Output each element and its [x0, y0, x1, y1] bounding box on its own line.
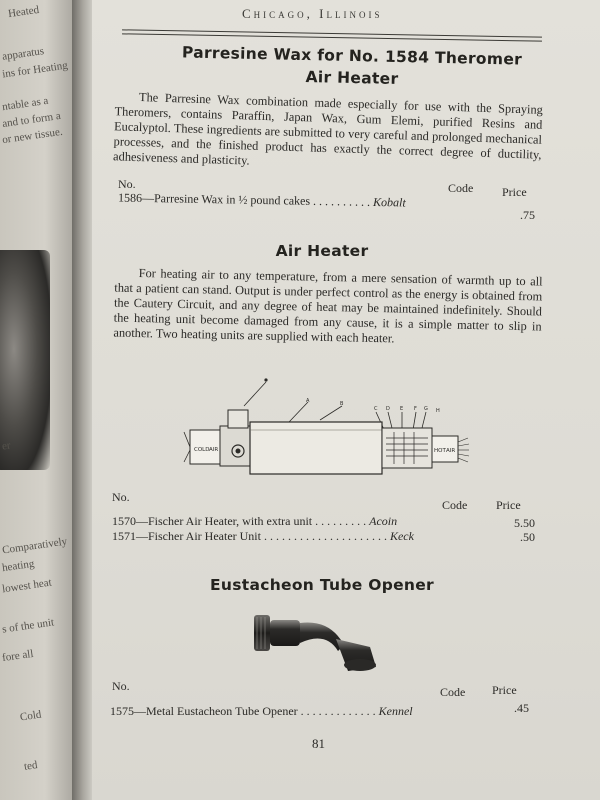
diagram-marker: D	[386, 406, 390, 412]
diagram-marker: C	[374, 406, 378, 412]
section-title: Air Heater	[275, 242, 369, 260]
section-title: Eustacheon Tube Opener	[209, 576, 435, 594]
item-description: Fischer Air Heater, with extra unit	[148, 514, 313, 528]
item-price: .50	[520, 530, 535, 544]
page-number: 81	[312, 736, 325, 751]
column-header-no: No.	[112, 490, 130, 504]
column-header-code: Code	[440, 685, 466, 699]
left-fragment: er	[1, 439, 12, 453]
item-price: 5.50	[514, 516, 535, 530]
diagram-marker: E	[400, 406, 404, 412]
diagram-marker: B	[340, 401, 344, 407]
diagram-marker: H	[436, 408, 440, 414]
list-item: 1586—Parresine Wax in ½ pound cakes . . . . . . . . . . Kobalt	[117, 190, 406, 210]
diagram-marker: A	[306, 398, 310, 404]
item-code: Kobalt	[372, 194, 406, 210]
left-fragment: ins for Heating	[1, 59, 69, 81]
left-fragment: s of the unit	[1, 616, 55, 636]
section-title-line2: Air Heater	[305, 68, 399, 88]
column-header-code: Code	[442, 498, 468, 512]
item-number: 1586	[117, 190, 143, 205]
left-fragment: or new tissue.	[1, 125, 64, 147]
list-item: 1575—Metal Eustacheon Tube Opener . . . . . . . . . . . . . Kennel	[110, 704, 413, 718]
tube-opener-illustration	[252, 605, 392, 675]
diagram-marker: G	[424, 406, 428, 412]
left-fragment: apparatus	[1, 45, 45, 63]
item-number: 1571	[112, 529, 136, 543]
running-head: Chicago, Illinois	[242, 6, 383, 21]
item-code: Keck	[389, 529, 414, 543]
left-fragment: Heated	[7, 3, 40, 21]
item-description: Parresine Wax in ½ pound cakes	[153, 191, 311, 208]
left-fragment: fore all	[1, 647, 35, 665]
item-code: Kennel	[378, 704, 413, 718]
left-fragment: and to form a	[1, 109, 62, 131]
left-fragment: ted	[23, 759, 39, 773]
item-description: Fischer Air Heater Unit	[148, 529, 261, 543]
section-title: Parresine Wax for No. 1584 Theromer	[181, 43, 523, 69]
column-header-price: Price	[492, 683, 517, 697]
section-body: The Parresine Wax combination made especially for use with the Spraying Theromers, contains Paraffin, Japan Wax, Gum Elemi, purified Resins and Eucalyptol. These ingredients are submitted to very careful and prolonged mechanical processes, and the finished product has exactly the correct degree of ductility, adhesiveness and plasticity.	[112, 90, 544, 168]
item-price: .45	[514, 701, 529, 715]
diagram-marker: F	[414, 406, 417, 412]
air-heater-diagram	[180, 372, 470, 492]
section-body: For heating air to any temperature, from a mere sensation of warmth up to all that a patient can stand. Output is under perfect control as the energy is obtained from the Cautery Circuit, and any degree of heat may be maintained indefinitely. Should the heating unit become damaged from any cause, it is a simple matter to slip in another. Two heating units are supplied with each heater.	[113, 266, 543, 346]
column-header-no: No.	[118, 177, 136, 191]
item-price: .75	[520, 208, 535, 222]
column-header-price: Price	[502, 185, 527, 199]
item-number: 1575	[110, 704, 134, 718]
item-number: 1570	[112, 514, 136, 528]
list-item: 1570—Fischer Air Heater, with extra unit . . . . . . . . . Acoin	[112, 514, 398, 528]
left-fragment: Comparatively	[1, 535, 68, 557]
item-code: Acoin	[369, 514, 398, 528]
item-description: Metal Eustacheon Tube Opener	[146, 704, 298, 718]
diagram-label-air-right: AIR	[446, 448, 456, 454]
column-header-price: Price	[496, 498, 521, 512]
diagram-label-hot: HOT	[434, 448, 446, 454]
column-header-code: Code	[448, 181, 474, 195]
left-fragment: lowest heat	[1, 576, 53, 596]
diagram-label-cold: COLD	[194, 447, 210, 453]
left-page-photo	[0, 250, 50, 470]
catalog-page	[92, 0, 600, 800]
diagram-label-air-left: AIR	[209, 447, 219, 453]
left-facing-page	[0, 0, 82, 800]
left-fragment: heating	[1, 557, 36, 575]
column-header-no: No.	[112, 679, 130, 693]
list-item: 1571—Fischer Air Heater Unit . . . . . . . . . . . . . . . . . . . . . Keck	[112, 529, 414, 543]
left-fragment: ntable as a	[1, 94, 50, 114]
left-fragment: Cold	[19, 708, 43, 724]
